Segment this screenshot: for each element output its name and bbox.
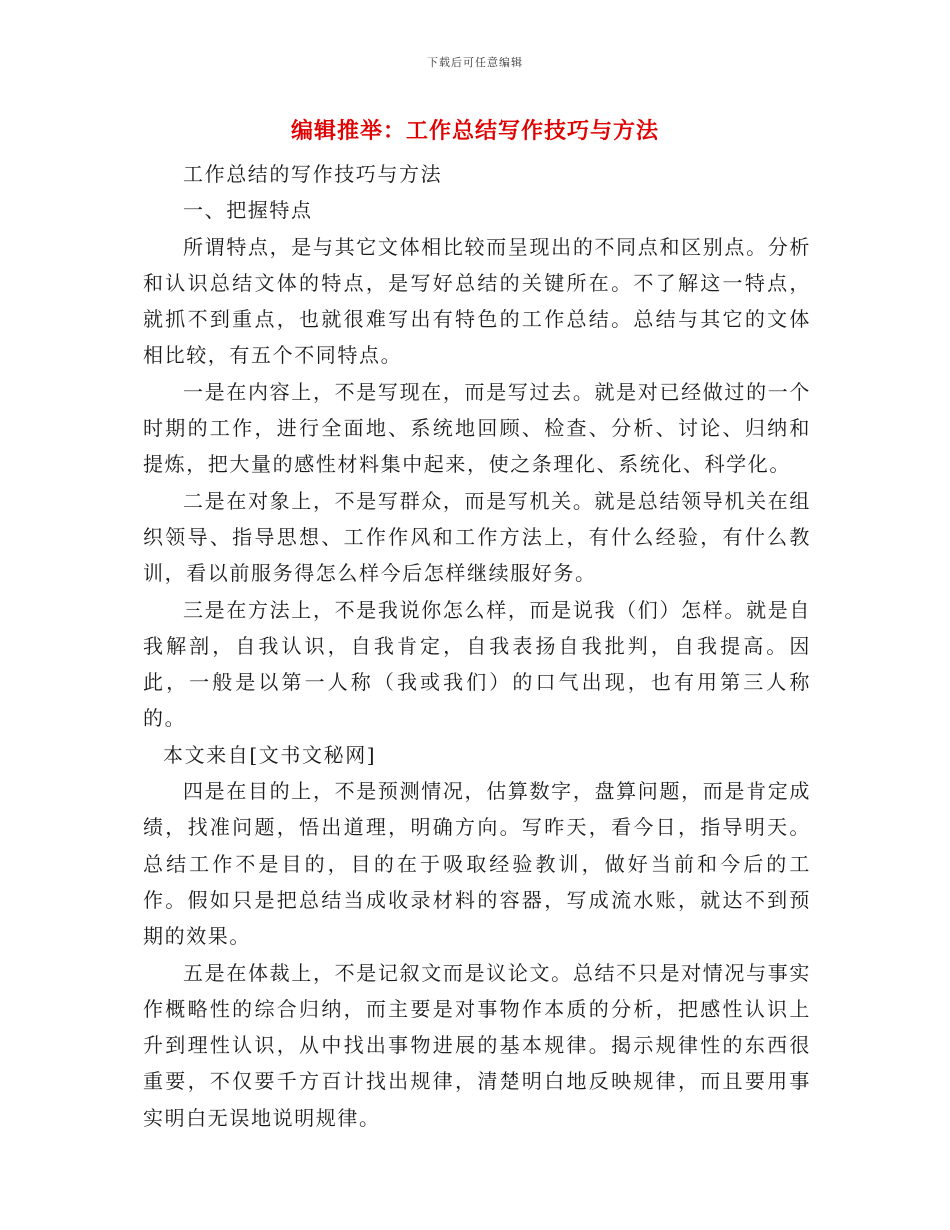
body-paragraph: 一是在内容上，不是写现在，而是写过去。就是对已经做过的一个时期的工作，进行全面地、系统地回顾、检查、分析、讨论、归纳和提炼，把大量的感性材料集中起来，使之条理化、系统化、科学化。 <box>143 379 811 477</box>
subtitle-paragraph: 工作总结的写作技巧与方法 <box>183 162 443 186</box>
document-title: 编辑推举：工作总结写作技巧与方法 <box>290 118 659 144</box>
document-body <box>143 156 811 1136</box>
section-heading: 一、把握特点 <box>183 198 313 223</box>
body-paragraph: 二是在对象上，不是写群众，而是写机关。就是总结领导机关在组织领导、指导思想、工作作风和工作方法上，有什么经验，有什么教训，看以前服务得怎么样今后怎样继续服好务。 <box>143 488 811 586</box>
body-paragraph: 三是在方法上，不是我说你怎么样，而是说我（们）怎样。就是自我解剖，自我认识，自我肯定，自我表扬自我批判，自我提高。因此，一般是以第一人称（我或我们）的口气出现，也有用第三人称的。 <box>143 597 811 731</box>
body-paragraph: 四是在目的上，不是预测情况，估算数字，盘算问题，而是肯定成绩，找准问题，悟出道理，明确方向。写昨天，看今日，指导明天。总结工作不是目的，目的在于吸取经验教训，做好当前和今后的工作。假如只是把总结当成收录材料的容器，写成流水账，就达不到预期的效果。 <box>143 779 811 949</box>
body-paragraph: 所谓特点，是与其它文体相比较而呈现出的不同点和区别点。分析和认识总结文体的特点，是写好总结的关键所在。不了解这一特点，就抓不到重点，也就很难写出有特色的工作总结。总结与其它的文体相比较，有五个不同特点。 <box>143 234 811 368</box>
source-note: 本文来自[文书文秘网] <box>163 742 377 767</box>
body-paragraph: 五是在体裁上，不是记叙文而是议论文。总结不只是对情况与事实作概略性的综合归纳，而主要是对事物作本质的分析，把感性认识上升到理性认识，从中找出事物进展的基本规律。揭示规律性的东西很重要，不仅要千方百计找出规律，清楚明白地反映规律，而且要用事实明白无误地说明规律。 <box>143 960 811 1130</box>
header-note: 下载后可任意编辑 <box>427 56 523 69</box>
